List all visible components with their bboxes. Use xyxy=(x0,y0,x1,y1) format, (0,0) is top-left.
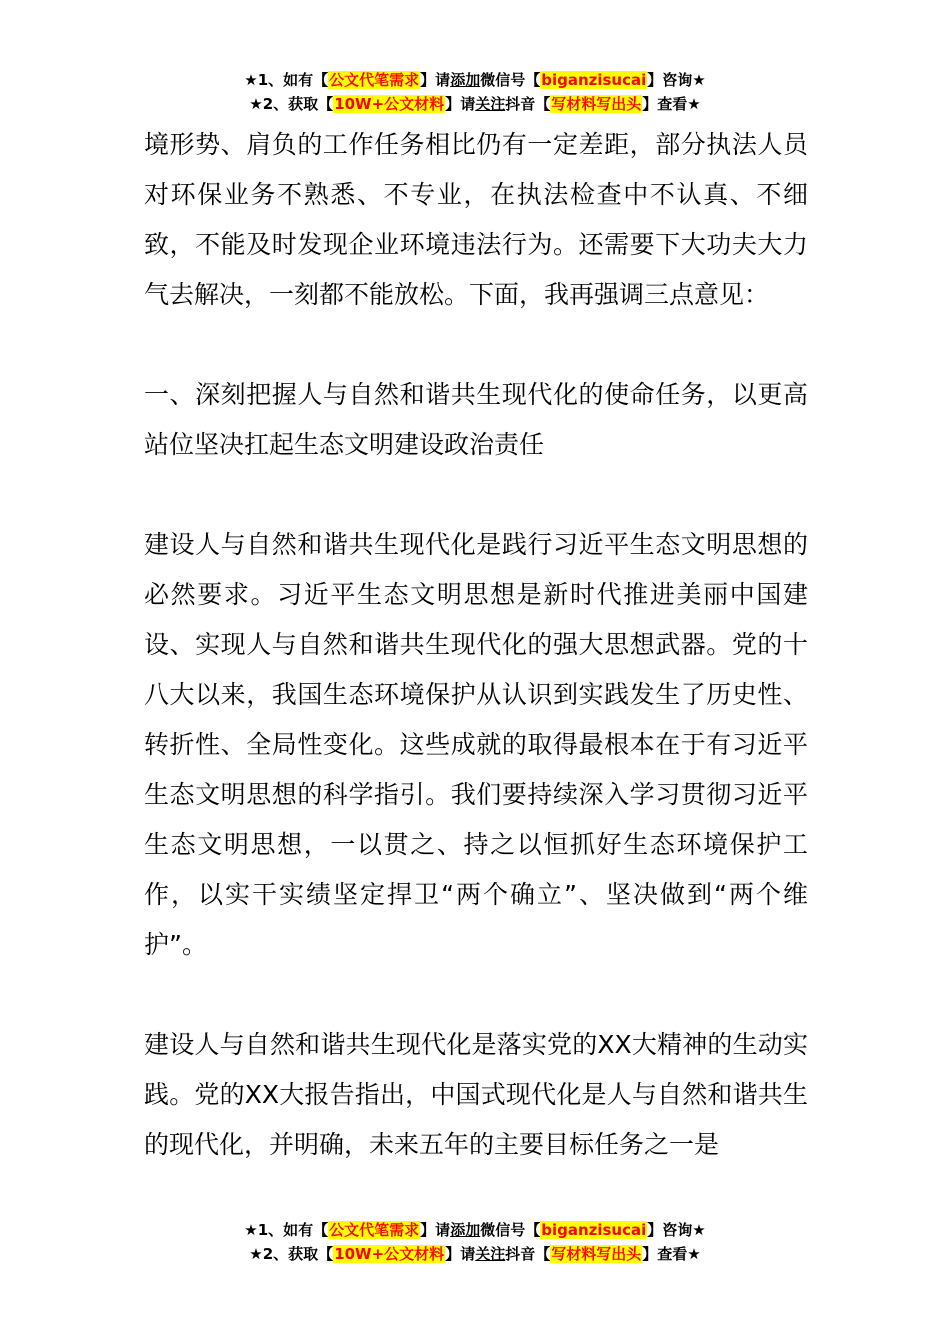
banner-highlight: 公文代笔需求 xyxy=(329,71,420,89)
paragraph-spacer xyxy=(144,970,808,1020)
banner-text: ★2、获取【 xyxy=(249,95,334,113)
banner-text: ★1、如有【 xyxy=(244,71,329,89)
paragraph-body: 建设人与自然和谐共生现代化是践行习近平生态文明思想的必然要求。习近平生态文明思想是新时代推进美丽中国建设、实现人与自然和谐共生现代化的强大思想武器。党的十八大以来，我国生态环境保护从认识到实践发生了历史性、转折性、全局性变化。这些成就的取得最根本在于有习近平生态文明思想的科学指引。我们要持续深入学习贯彻习近平生态文明思想，一以贯之、持之以恒抓好生态环境保护工作，以实干实绩坚定捍卫“两个确立”、坚决做到“两个维护”。 xyxy=(144,530,808,959)
banner-highlight: 公文代笔需求 xyxy=(329,1221,420,1239)
paragraph-body: 建设人与自然和谐共生现代化是落实党的XX大精神的生动实践。党的XX大报告指出，中国式现代化是人与自然和谐共生的现代化，并明确，未来五年的主要目标任务之一是 xyxy=(144,1030,808,1159)
banner-text: 】咨询★ xyxy=(647,1221,706,1239)
banner-text: 微信号【 xyxy=(480,71,541,89)
banner-emphasis: 关注 xyxy=(475,95,506,113)
banner-text: 】查看★ xyxy=(642,95,701,113)
paragraph-intro: 境形势、肩负的工作任务相比仍有一定差距，部分执法人员对环保业务不熟悉、不专业，在执法检查中不认真、不细致，不能及时发现企业环境违法行为。还需要下大功夫大力气去解决，一刻都不能放松。下面，我再强调三点意见： xyxy=(144,130,808,309)
banner-emphasis: 添加 xyxy=(450,1221,481,1239)
banner-highlight: 写材料写出头 xyxy=(551,95,642,113)
banner-highlight: 10W+公文材料 xyxy=(334,1245,445,1263)
banner-text: 】请 xyxy=(420,1221,451,1239)
banner-text: 】请 xyxy=(445,1245,476,1263)
banner-line-2 xyxy=(0,92,950,116)
header-banner xyxy=(0,68,950,116)
banner-text: ★2、获取【 xyxy=(249,1245,334,1263)
banner-emphasis: 添加 xyxy=(450,71,481,89)
banner-highlight: 10W+公文材料 xyxy=(334,95,445,113)
document-body xyxy=(144,120,808,1170)
banner-line-1 xyxy=(0,68,950,92)
banner-text: 】请 xyxy=(445,95,476,113)
banner-highlight: biganzisucai xyxy=(541,71,647,89)
banner-emphasis: 关注 xyxy=(475,1245,506,1263)
banner-line-1 xyxy=(0,1218,950,1242)
footer-banner xyxy=(0,1218,950,1266)
banner-text: 抖音【 xyxy=(505,95,551,113)
banner-text: 抖音【 xyxy=(505,1245,551,1263)
banner-line-2 xyxy=(0,1242,950,1266)
paragraph-spacer xyxy=(144,320,808,370)
section-heading: 一、深刻把握人与自然和谐共生现代化的使命任务，以更高站位坚决扛起生态文明建设政治责任 xyxy=(144,380,808,459)
banner-highlight: 写材料写出头 xyxy=(551,1245,642,1263)
paragraph-spacer xyxy=(144,470,808,520)
banner-text: ★1、如有【 xyxy=(244,1221,329,1239)
banner-text: 】咨询★ xyxy=(647,71,706,89)
banner-text: 】请 xyxy=(420,71,451,89)
banner-text: 】查看★ xyxy=(642,1245,701,1263)
banner-text: 微信号【 xyxy=(480,1221,541,1239)
banner-highlight: biganzisucai xyxy=(541,1221,647,1239)
